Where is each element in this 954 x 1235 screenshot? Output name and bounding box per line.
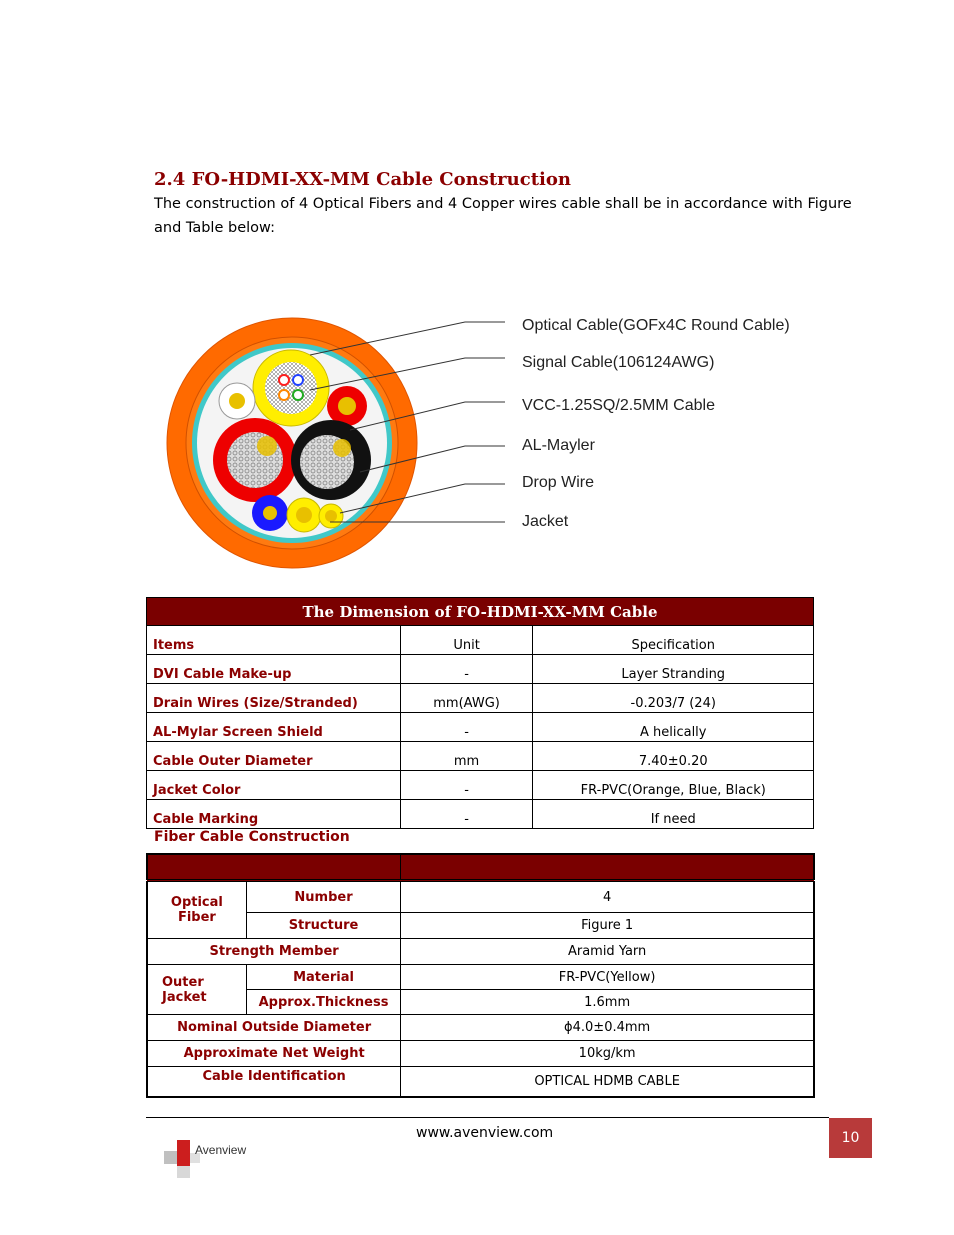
row-unit: - [400,655,533,684]
table-row [147,939,814,965]
row-unit: - [400,800,533,829]
footer-divider [146,1117,829,1118]
weight-label: Approximate Net Weight [147,1041,401,1067]
number-value: 4 [401,881,814,913]
table-row [147,1067,814,1097]
yellow-wire-strands-2 [325,510,337,522]
weight-value: 10kg/km [401,1041,814,1067]
page-number: 10 [841,1130,860,1146]
fiber-table-header-row [147,854,814,881]
label-al-mayler: AL-Mayler [522,437,595,454]
signal-red-wires [257,436,277,456]
thickness-label: Approx.Thickness [246,990,400,1015]
table-row [147,800,814,829]
table-row [147,771,814,800]
row-item: Jacket Color [147,771,401,800]
row-unit: - [400,713,533,742]
section-heading: 2.4 FO-HDMI-XX-MM Cable Construction [154,169,571,190]
dimension-table [146,597,814,829]
fiber-header-right [401,854,814,881]
cable-construction-figure [160,300,810,580]
identification-value: OPTICAL HDMB CABLE [401,1067,814,1097]
structure-label: Structure [246,913,400,939]
label-vcc-cable: VCC-1.25SQ/2.5MM Cable [522,397,715,414]
row-spec: FR-PVC(Orange, Blue, Black) [533,771,814,800]
table-row [147,742,814,771]
table-row [147,713,814,742]
fiber-orange [279,390,289,400]
fiber-table-caption: Fiber Cable Construction [154,829,350,845]
header-unit: Unit [400,626,533,655]
table-row [147,881,814,913]
strength-member-value: Aramid Yarn [401,939,814,965]
material-value: FR-PVC(Yellow) [401,965,814,990]
material-label: Material [246,965,400,990]
optical-fiber-label-line1: Optical [170,895,223,910]
row-item: AL-Mylar Screen Shield [147,713,401,742]
fiber-construction-table [146,853,815,1098]
diameter-value: ϕ4.0±0.4mm [401,1015,814,1041]
outer-jacket-label-line1: Outer [162,974,204,990]
white-wire-strands [229,393,245,409]
structure-value: Figure 1 [401,913,814,939]
row-item: Cable Outer Diameter [147,742,401,771]
row-unit: - [400,771,533,800]
fiber-header-left [147,854,401,881]
dimension-table-title-row [147,598,814,626]
row-spec: Layer Stranding [533,655,814,684]
label-signal-cable: Signal Cable(106124AWG) [522,354,715,371]
outer-jacket-label [147,965,246,1015]
optical-fiber-label [147,881,246,939]
row-spec: 7.40±0.20 [533,742,814,771]
row-spec: -0.203/7 (24) [533,684,814,713]
optical-cable-core [265,362,317,414]
header-specification: Specification [533,626,814,655]
table-row [147,990,814,1015]
header-items: Items [147,626,401,655]
row-spec: If need [533,800,814,829]
identification-label: Cable Identification [147,1067,401,1097]
row-item: DVI Cable Make-up [147,655,401,684]
cable-cross-section-diagram [160,300,810,580]
table-row [147,684,814,713]
label-jacket: Jacket [522,513,569,530]
fiber-green [293,390,303,400]
diameter-label: Nominal Outside Diameter [147,1015,401,1041]
row-item: Drain Wires (Size/Stranded) [147,684,401,713]
row-unit: mm(AWG) [400,684,533,713]
row-item: Cable Marking [147,800,401,829]
table-row [147,655,814,684]
label-drop-wire: Drop Wire [522,474,595,491]
optical-fiber-label-line2: Fiber [177,910,216,925]
table-row [147,913,814,939]
table-row [147,1041,814,1067]
blue-wire-strands [263,506,277,520]
row-unit: mm [400,742,533,771]
label-optical-cable: Optical Cable(GOFx4C Round Cable) [522,317,790,334]
number-label: Number [246,881,400,913]
row-spec: A helically [533,713,814,742]
table-row [147,1015,814,1041]
strength-member-label: Strength Member [147,939,401,965]
page-number-badge [829,1118,872,1158]
dimension-table-header-row [147,626,814,655]
fiber-red [279,375,289,385]
footer-url[interactable]: www.avenview.com [416,1125,554,1141]
outer-jacket-label-line2: Jacket [162,989,207,1005]
signal-black-wires [333,439,351,457]
fiber-blue [293,375,303,385]
yellow-wire-strands-1 [296,507,312,523]
dimension-table-title: The Dimension of FO-HDMI-XX-MM Cable [147,598,814,626]
table-row [147,965,814,990]
thickness-value: 1.6mm [401,990,814,1015]
intro-paragraph: The construction of 4 Optical Fibers and 4 Copper wires cable shall be in accordance with Figure and Table below: [154,196,852,236]
red-vcc-strands [338,397,356,415]
logo-text: Avenview [195,1143,247,1157]
